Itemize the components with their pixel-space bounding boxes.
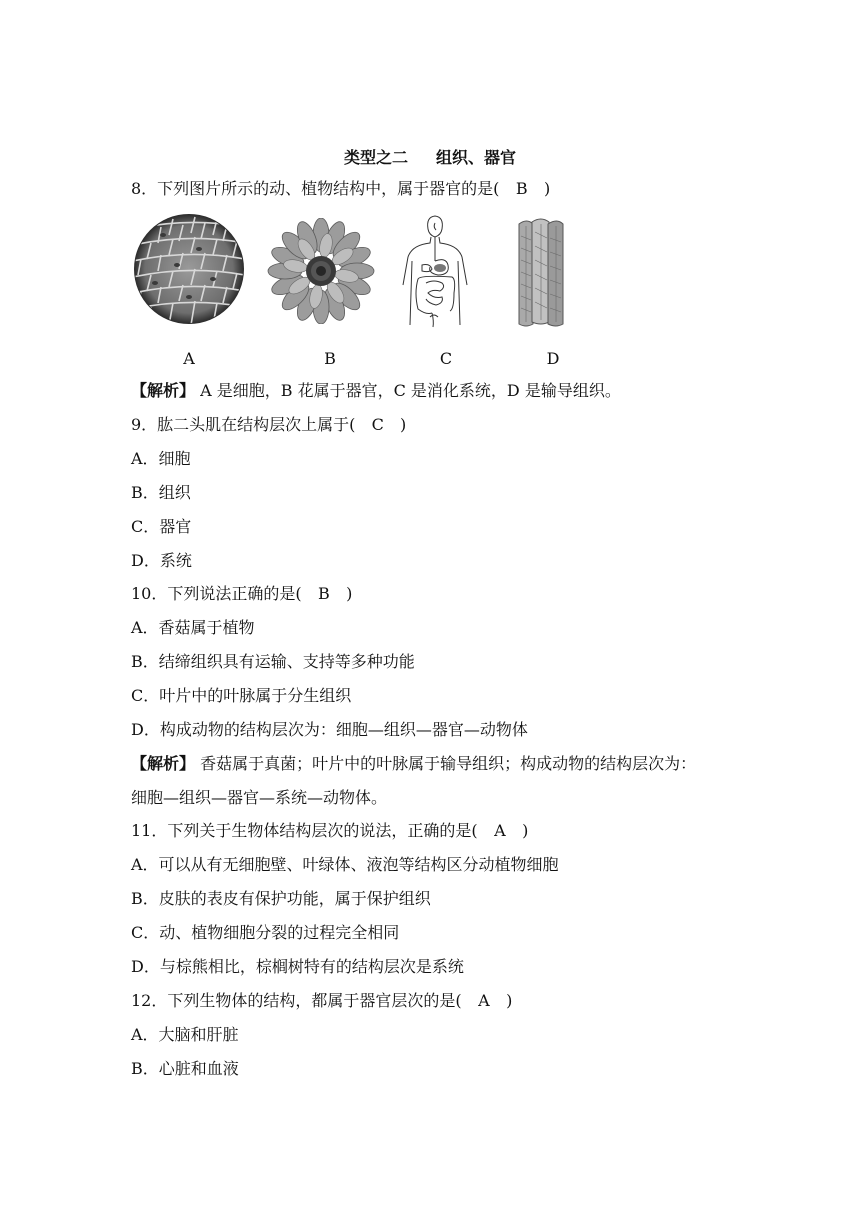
section-title — [0, 145, 860, 168]
section-title-part1: 类型之二 — [343, 148, 408, 167]
digestive-system-icon — [400, 213, 470, 329]
figure-c-digestive-system — [400, 213, 470, 333]
analysis-q8: 【解析】 A 是细胞，B 花属于器官，C 是消化系统，D 是输导组织。 — [131, 381, 621, 400]
caption-a: A — [183, 349, 195, 368]
option-q11-d: D．与棕熊相比，棕榈树特有的结构层次是系统 — [131, 957, 464, 976]
figure-b-flower — [265, 218, 377, 328]
option-q10-d: D．构成动物的结构层次为：细胞—组织—器官—动物体 — [131, 720, 528, 739]
option-q12-a: A．大脑和肝脏 — [131, 1025, 239, 1044]
option-q11-b: B．皮肤的表皮有保护功能，属于保护组织 — [131, 889, 431, 908]
option-q10-a: A．香菇属于植物 — [131, 618, 255, 637]
answer-q12: A — [478, 991, 490, 1010]
option-q10-b: B．结缔组织具有运输、支持等多种功能 — [131, 652, 415, 671]
analysis-label: 【解析】 — [131, 381, 196, 400]
option-q9-a: A．细胞 — [131, 449, 191, 468]
question-12-stem: 12．下列生物体的结构，都属于器官层次的是( A ) — [131, 991, 513, 1010]
flower-icon — [265, 218, 377, 324]
question-8-stem: 8．下列图片所示的动、植物结构中，属于器官的是( B ) — [131, 179, 551, 198]
section-title-part2: 组织、器官 — [436, 148, 517, 167]
question-11-stem: 11．下列关于生物体结构层次的说法，正确的是( A ) — [131, 821, 529, 840]
option-q12-b: B．心脏和血液 — [131, 1059, 239, 1078]
option-q11-a: A．可以从有无细胞壁、叶绿体、液泡等结构区分动植物细胞 — [131, 855, 559, 874]
option-q10-c: C．叶片中的叶脉属于分生组织 — [131, 686, 352, 705]
analysis-label: 【解析】 — [131, 754, 196, 773]
figure-a-cells — [133, 213, 245, 329]
cell-grid-icon — [133, 213, 245, 325]
caption-d: D — [546, 349, 560, 368]
caption-c: C — [439, 349, 453, 368]
analysis-q10-line2: 细胞—组织—器官—系统—动物体。 — [131, 788, 388, 807]
option-q9-d: D．系统 — [131, 551, 192, 570]
option-q11-c: C．动、植物细胞分裂的过程完全相同 — [131, 923, 400, 942]
option-q9-c: C．器官 — [131, 517, 192, 536]
question-10-stem: 10．下列说法正确的是( B ) — [131, 584, 353, 603]
figure-d-vascular-bundle — [515, 216, 567, 332]
caption-b: B — [324, 349, 336, 368]
answer-q9: C — [371, 415, 384, 434]
question-9-stem: 9．肱二头肌在结构层次上属于( C ) — [131, 415, 407, 434]
vascular-bundle-icon — [515, 216, 567, 328]
answer-q11: A — [494, 821, 506, 840]
option-q9-b: B．组织 — [131, 483, 191, 502]
answer-q10: B — [317, 584, 330, 603]
answer-q8: B — [515, 179, 528, 198]
analysis-q10-line1: 【解析】 香菇属于真菌；叶片中的叶脉属于输导组织；构成动物的结构层次为： — [131, 754, 697, 773]
